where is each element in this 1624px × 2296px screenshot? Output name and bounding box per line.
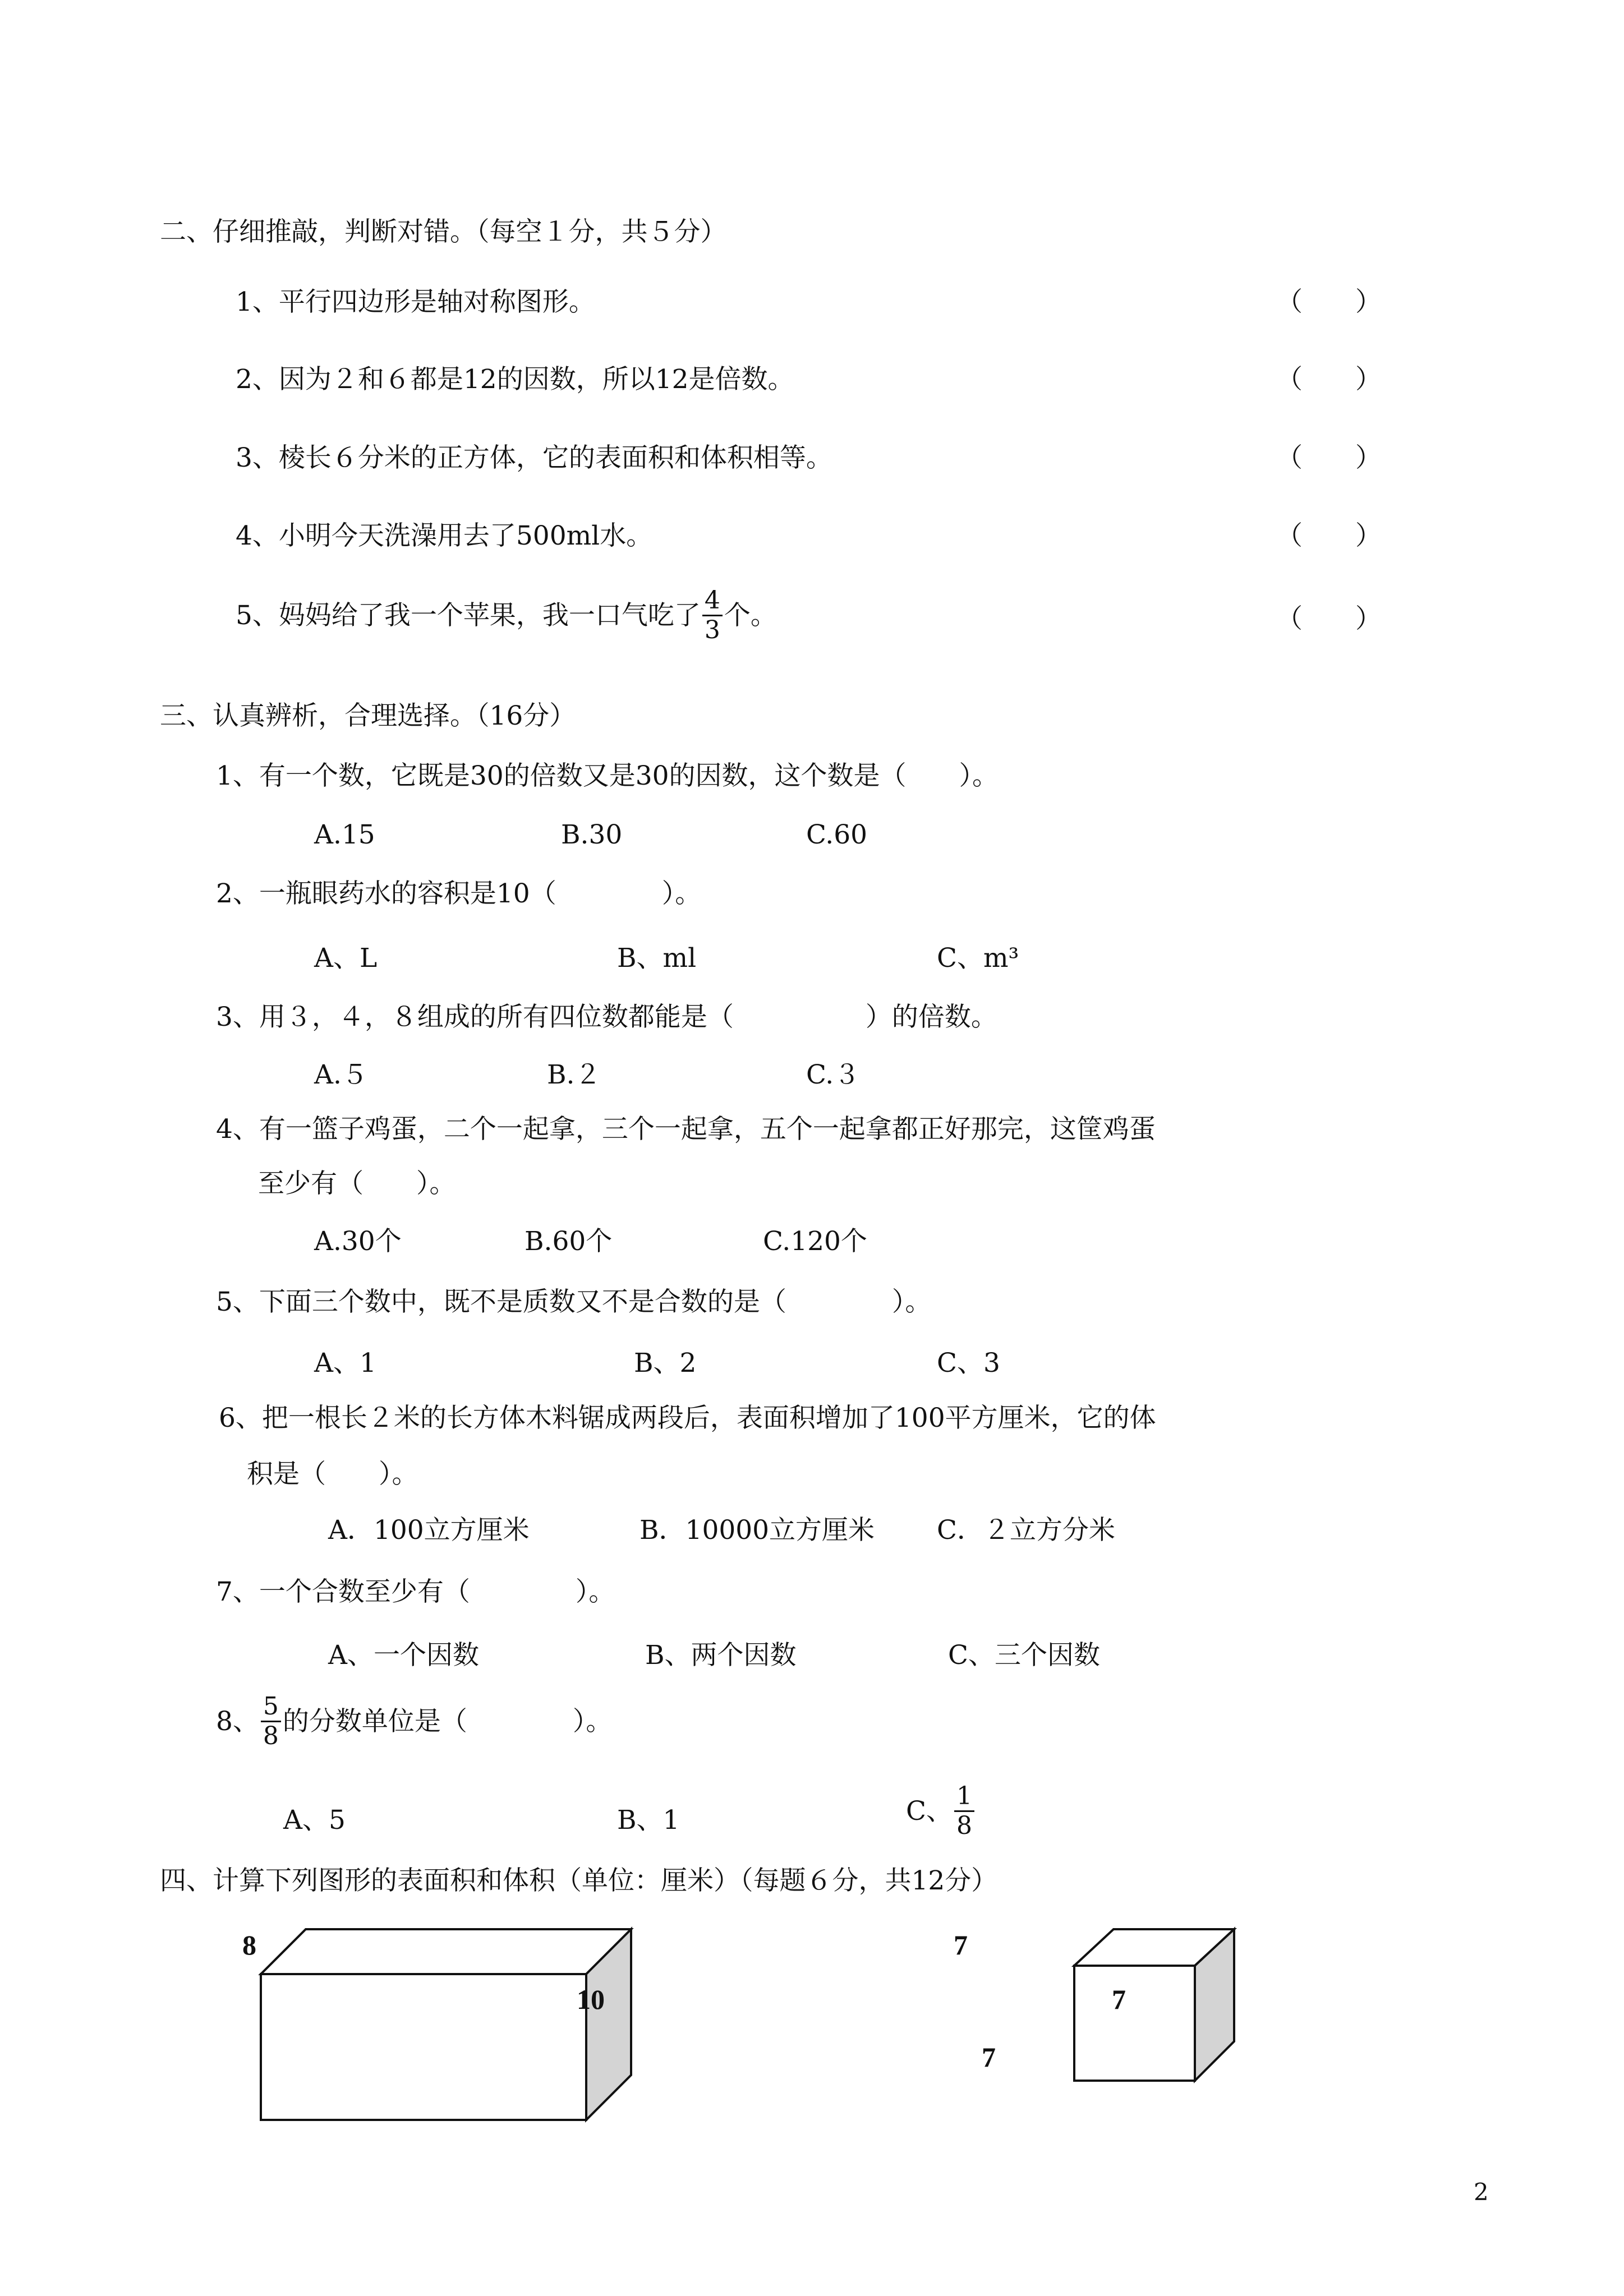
fraction-numerator: 1 bbox=[954, 1783, 974, 1812]
mc-question-4-line1: 4、有一篮子鸡蛋，二个一起拿，三个一起拿，五个一起拿都正好那完，这筐鸡蛋 bbox=[216, 1114, 1156, 1145]
mc-question-6-line2: 积是（ ）。 bbox=[247, 1459, 418, 1490]
fraction-denominator: 3 bbox=[704, 616, 720, 645]
mc-q6-option-b[interactable]: B．10000立方厘米 bbox=[640, 1515, 875, 1546]
mc-q2-option-a[interactable]: A、L bbox=[314, 943, 378, 974]
mc-q8-option-b[interactable]: B、1 bbox=[617, 1805, 680, 1836]
mc-q6-option-c[interactable]: C．２立方分米 bbox=[937, 1515, 1115, 1546]
fraction-numerator: 5 bbox=[261, 1694, 281, 1722]
cuboid-label-height: 8 bbox=[242, 1929, 256, 1961]
mc-q4-option-a[interactable]: A.30个 bbox=[314, 1226, 402, 1257]
page-number: 2 bbox=[1474, 2178, 1489, 2206]
fraction-numerator: 4 bbox=[702, 588, 723, 616]
tf-answer-blank-2[interactable]: （ ） bbox=[1276, 364, 1382, 395]
mc-q2-option-c[interactable]: C、m³ bbox=[937, 943, 1019, 974]
section2-heading: 二、仔细推敲，判断对错。（每空１分，共５分） bbox=[160, 216, 727, 247]
mc-q2-option-b[interactable]: B、ml bbox=[617, 943, 697, 974]
mc-question-5: 5、下面三个数中，既不是质数又不是合数的是（ ）。 bbox=[216, 1287, 932, 1317]
mc-q3-option-a[interactable]: A.５ bbox=[314, 1059, 368, 1090]
mc-q5-option-a[interactable]: A、1 bbox=[314, 1348, 376, 1378]
mc-question-6-line1: 6、把一根长２米的长方体木料锯成两段后，表面积增加了100平方厘米，它的体 bbox=[219, 1403, 1156, 1433]
cube-label-left: 7 bbox=[982, 2041, 996, 2073]
mc-question-8-prefix: 8、 bbox=[216, 1706, 259, 1737]
mc-q1-option-c[interactable]: C.60 bbox=[806, 819, 868, 850]
mc-question-8-text: 的分数单位是（ ）。 bbox=[282, 1706, 613, 1737]
tf-answer-blank-3[interactable]: （ ） bbox=[1276, 442, 1382, 473]
tf-answer-blank-1[interactable]: （ ） bbox=[1276, 287, 1382, 317]
mc-question-4-line2: 至少有（ ）。 bbox=[258, 1168, 456, 1199]
cube-label-front: 7 bbox=[1112, 1984, 1126, 2015]
cuboid-front-face bbox=[261, 1974, 586, 2120]
cuboid-label-depth: 10 bbox=[577, 1984, 605, 2015]
tf-answer-blank-4[interactable]: （ ） bbox=[1276, 520, 1382, 551]
mc-q8-option-c-label: C、 bbox=[906, 1796, 953, 1827]
fraction-denominator: 8 bbox=[956, 1811, 972, 1841]
mc-q5-option-b[interactable]: B、2 bbox=[634, 1348, 697, 1378]
mc-q8-option-a[interactable]: A、5 bbox=[283, 1805, 346, 1836]
mc-q6-option-a[interactable]: A．100立方厘米 bbox=[328, 1515, 530, 1546]
mc-question-1: 1、有一个数，它既是30的倍数又是30的因数，这个数是（ ）。 bbox=[216, 760, 999, 791]
cube-front-face bbox=[1074, 1966, 1195, 2081]
cube-label-top: 7 bbox=[954, 1929, 968, 1961]
cube-figure bbox=[1074, 1929, 1234, 2081]
mc-q5-option-c[interactable]: C、3 bbox=[937, 1348, 1000, 1378]
tf-question-5-suffix: 个。 bbox=[724, 600, 777, 631]
fraction-denominator: 8 bbox=[263, 1722, 279, 1751]
mc-q7-option-a[interactable]: A、一个因数 bbox=[328, 1640, 479, 1671]
mc-q3-option-b[interactable]: B.２ bbox=[547, 1059, 601, 1090]
section4-heading: 四、计算下列图形的表面积和体积（单位：厘米）（每题６分，共12分） bbox=[160, 1865, 998, 1896]
tf-question-3: 3、棱长６分米的正方体，它的表面积和体积相等。 bbox=[236, 442, 832, 473]
tf-question-4: 4、小明今天洗澡用去了500ml水。 bbox=[236, 520, 653, 551]
tf-answer-blank-5[interactable]: （ ） bbox=[1276, 603, 1382, 634]
cuboid-top-face bbox=[261, 1929, 631, 1974]
mc-q4-option-c[interactable]: C.120个 bbox=[763, 1226, 867, 1257]
mc-q3-option-c[interactable]: C.３ bbox=[806, 1059, 861, 1090]
mc-q4-option-b[interactable]: B.60个 bbox=[525, 1226, 613, 1257]
cuboid-figure bbox=[261, 1929, 631, 2120]
mc-q7-option-c[interactable]: C、三个因数 bbox=[948, 1640, 1100, 1671]
section3-heading: 三、认真辨析，合理选择。（16分） bbox=[160, 700, 576, 731]
mc-question-3: 3、用３，４，８组成的所有四位数都能是（ ）的倍数。 bbox=[216, 1002, 997, 1032]
mc-q1-option-a[interactable]: A.15 bbox=[314, 819, 375, 850]
mc-question-7: 7、一个合数至少有（ ）。 bbox=[216, 1576, 615, 1607]
mc-q7-option-b[interactable]: B、两个因数 bbox=[645, 1640, 797, 1671]
mc-q1-option-b[interactable]: B.30 bbox=[561, 819, 623, 850]
tf-question-5-text: 5、妈妈给了我一个苹果，我一口气吃了 bbox=[236, 600, 701, 631]
tf-question-2: 2、因为２和６都是12的因数，所以12是倍数。 bbox=[236, 364, 794, 395]
tf-question-1: 1、平行四边形是轴对称图形。 bbox=[236, 287, 595, 317]
mc-question-2: 2、一瓶眼药水的容积是10（ ）。 bbox=[216, 878, 702, 909]
